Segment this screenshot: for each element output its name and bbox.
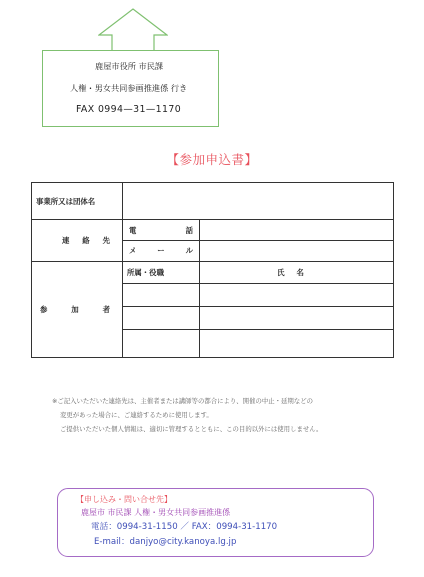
phone-label-char-1: 電 xyxy=(129,225,137,235)
form-title: 【参加申込書】 xyxy=(166,152,258,167)
email-label xyxy=(123,240,200,261)
email-label-char-2: ー xyxy=(157,246,165,256)
privacy-notes xyxy=(52,394,412,436)
contact-department: 鹿屋市 市民課 人権・男女共同参画推進係 xyxy=(81,508,231,517)
participant-name-field[interactable] xyxy=(200,283,394,306)
email-label-text xyxy=(127,245,195,256)
address-label-box xyxy=(42,50,219,127)
address-line-fax: FAX 0994—31—1170 xyxy=(76,104,182,115)
note-line: 変更があった場合に、ご連絡するために使用します。 xyxy=(60,411,213,419)
participant-label-text xyxy=(36,304,118,315)
contact-phone-fax: 電話：0994-31-1150 ／ FAX：0994-31-1170 xyxy=(91,522,278,532)
org-row xyxy=(32,183,394,220)
name-header: 氏名 xyxy=(200,261,394,283)
address-line-office: 鹿屋市役所 市民課 xyxy=(95,61,164,71)
participant-label xyxy=(32,261,123,357)
participant-name-field[interactable] xyxy=(200,306,394,329)
contact-info-box xyxy=(57,488,374,557)
org-name-field[interactable] xyxy=(123,183,394,220)
phone-row xyxy=(32,220,394,241)
email-label-char-1: メ xyxy=(129,246,137,256)
affiliation-field[interactable] xyxy=(123,283,200,306)
phone-field[interactable] xyxy=(200,220,394,241)
contact-label xyxy=(32,220,123,262)
affiliation-field[interactable] xyxy=(123,329,200,357)
participant-label-char-2: 加 xyxy=(71,304,79,314)
org-label: 事業所又は団体名 xyxy=(32,183,123,220)
note-line: ご提供いただいた個人情報は、適切に管理するとともに、この目的以外には使用しません。 xyxy=(60,425,323,433)
contact-label-char-2: 絡 xyxy=(82,235,90,245)
contact-email: E-mail：danjyo@city.kanoya.lg.jp xyxy=(94,537,237,547)
address-line-section: 人権・男女共同参画推進係 行き xyxy=(70,83,188,93)
contact-label-char-1: 連 xyxy=(62,235,70,245)
phone-label xyxy=(123,220,200,241)
up-arrow-outline-icon xyxy=(98,8,168,51)
affiliation-header: 所属・役職 xyxy=(123,261,200,283)
affiliation-field[interactable] xyxy=(123,306,200,329)
phone-label-text xyxy=(127,225,195,236)
contact-heading: 【申し込み・問い合せ先】 xyxy=(76,495,172,504)
application-form-table xyxy=(31,182,394,358)
participant-header-row xyxy=(32,261,394,283)
contact-label-char-3: 先 xyxy=(102,235,110,245)
participant-name-field[interactable] xyxy=(200,329,394,357)
phone-label-char-2: 話 xyxy=(185,225,193,235)
participant-label-char-3: 者 xyxy=(102,304,110,314)
contact-label-text xyxy=(36,235,118,246)
note-line: ※ご記入いただいた連絡先は、主催者または講師等の都合により、開催の中止・延期などの xyxy=(52,397,313,405)
participant-label-char-1: 参 xyxy=(40,304,48,314)
email-field[interactable] xyxy=(200,240,394,261)
email-label-char-3: ル xyxy=(185,246,193,256)
